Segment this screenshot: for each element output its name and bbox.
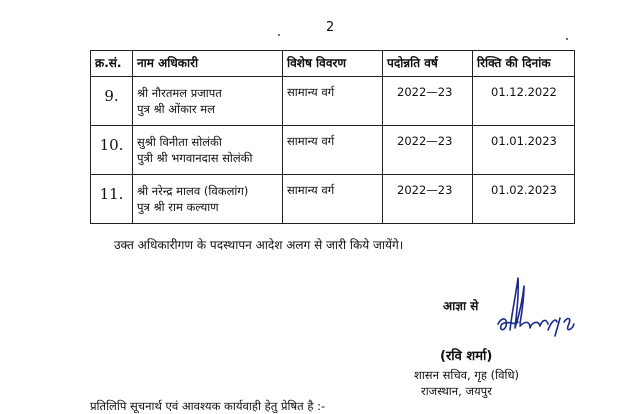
officer-name: श्री नौरतमल प्रजापत [137,86,222,100]
page-number: 2 [326,20,335,35]
header-vacancy-date: रिक्ति की दिनांक [473,51,575,77]
promotion-year-cell: 2022—23 [383,126,473,175]
header-serial: क्र.सं. [91,51,133,77]
serial-number: 10. [91,126,133,175]
promotion-table [90,50,575,224]
promotion-year-cell: 2022—23 [383,77,473,126]
signer-name: (रवि शर्मा) [440,349,493,364]
promotion-year-cell: 2022—23 [383,175,473,224]
header-special-detail: विशेष विवरण [283,51,383,77]
officer-name-cell [133,126,283,175]
officer-name: श्री नरेन्द्र मालव (विकलांग) [137,184,249,198]
category-cell: सामान्य वर्ग [283,175,383,224]
copy-forward-line: प्रतिलिपि सूचनार्थ एवं आवश्यक कार्यवाही हेतु प्रेषित है :- [90,399,326,413]
header-officer-name: नाम अधिकारी [133,51,283,77]
vacancy-date-cell: 01.02.2023 [473,175,575,224]
table-row [91,126,575,175]
signer-place: राजस्थान, जयपुर [421,384,492,398]
officer-relation: पुत्र श्री ओंकार मल [137,102,215,116]
scan-speck [278,34,280,36]
officer-name-cell [133,77,283,126]
officer-name: सुश्री विनीता सोलंकी [137,135,222,149]
officer-relation: पुत्र श्री राम कल्याण [137,200,219,214]
scan-speck [566,38,568,40]
posting-order-note: उक्त अधिकारीगण के पदस्थापन आदेश अलग से जारी किये जायेंगे। [114,238,404,252]
order-line: आज्ञा से [443,299,479,313]
serial-number: 11. [91,175,133,224]
header-promotion-year: पदोन्नति वर्ष [383,51,473,77]
category-cell: सामान्य वर्ग [283,77,383,126]
serial-number: 9. [91,77,133,126]
table-row [91,77,575,126]
officer-relation: पुत्री श्री भगवानदास सोलंकी [137,151,253,165]
table-header-row [91,51,575,77]
officer-name-cell [133,175,283,224]
category-cell: सामान्य वर्ग [283,126,383,175]
vacancy-date-cell: 01.12.2022 [473,77,575,126]
signer-designation: शासन सचिव, गृह (विधि) [414,368,520,382]
table-row [91,175,575,224]
vacancy-date-cell: 01.01.2023 [473,126,575,175]
